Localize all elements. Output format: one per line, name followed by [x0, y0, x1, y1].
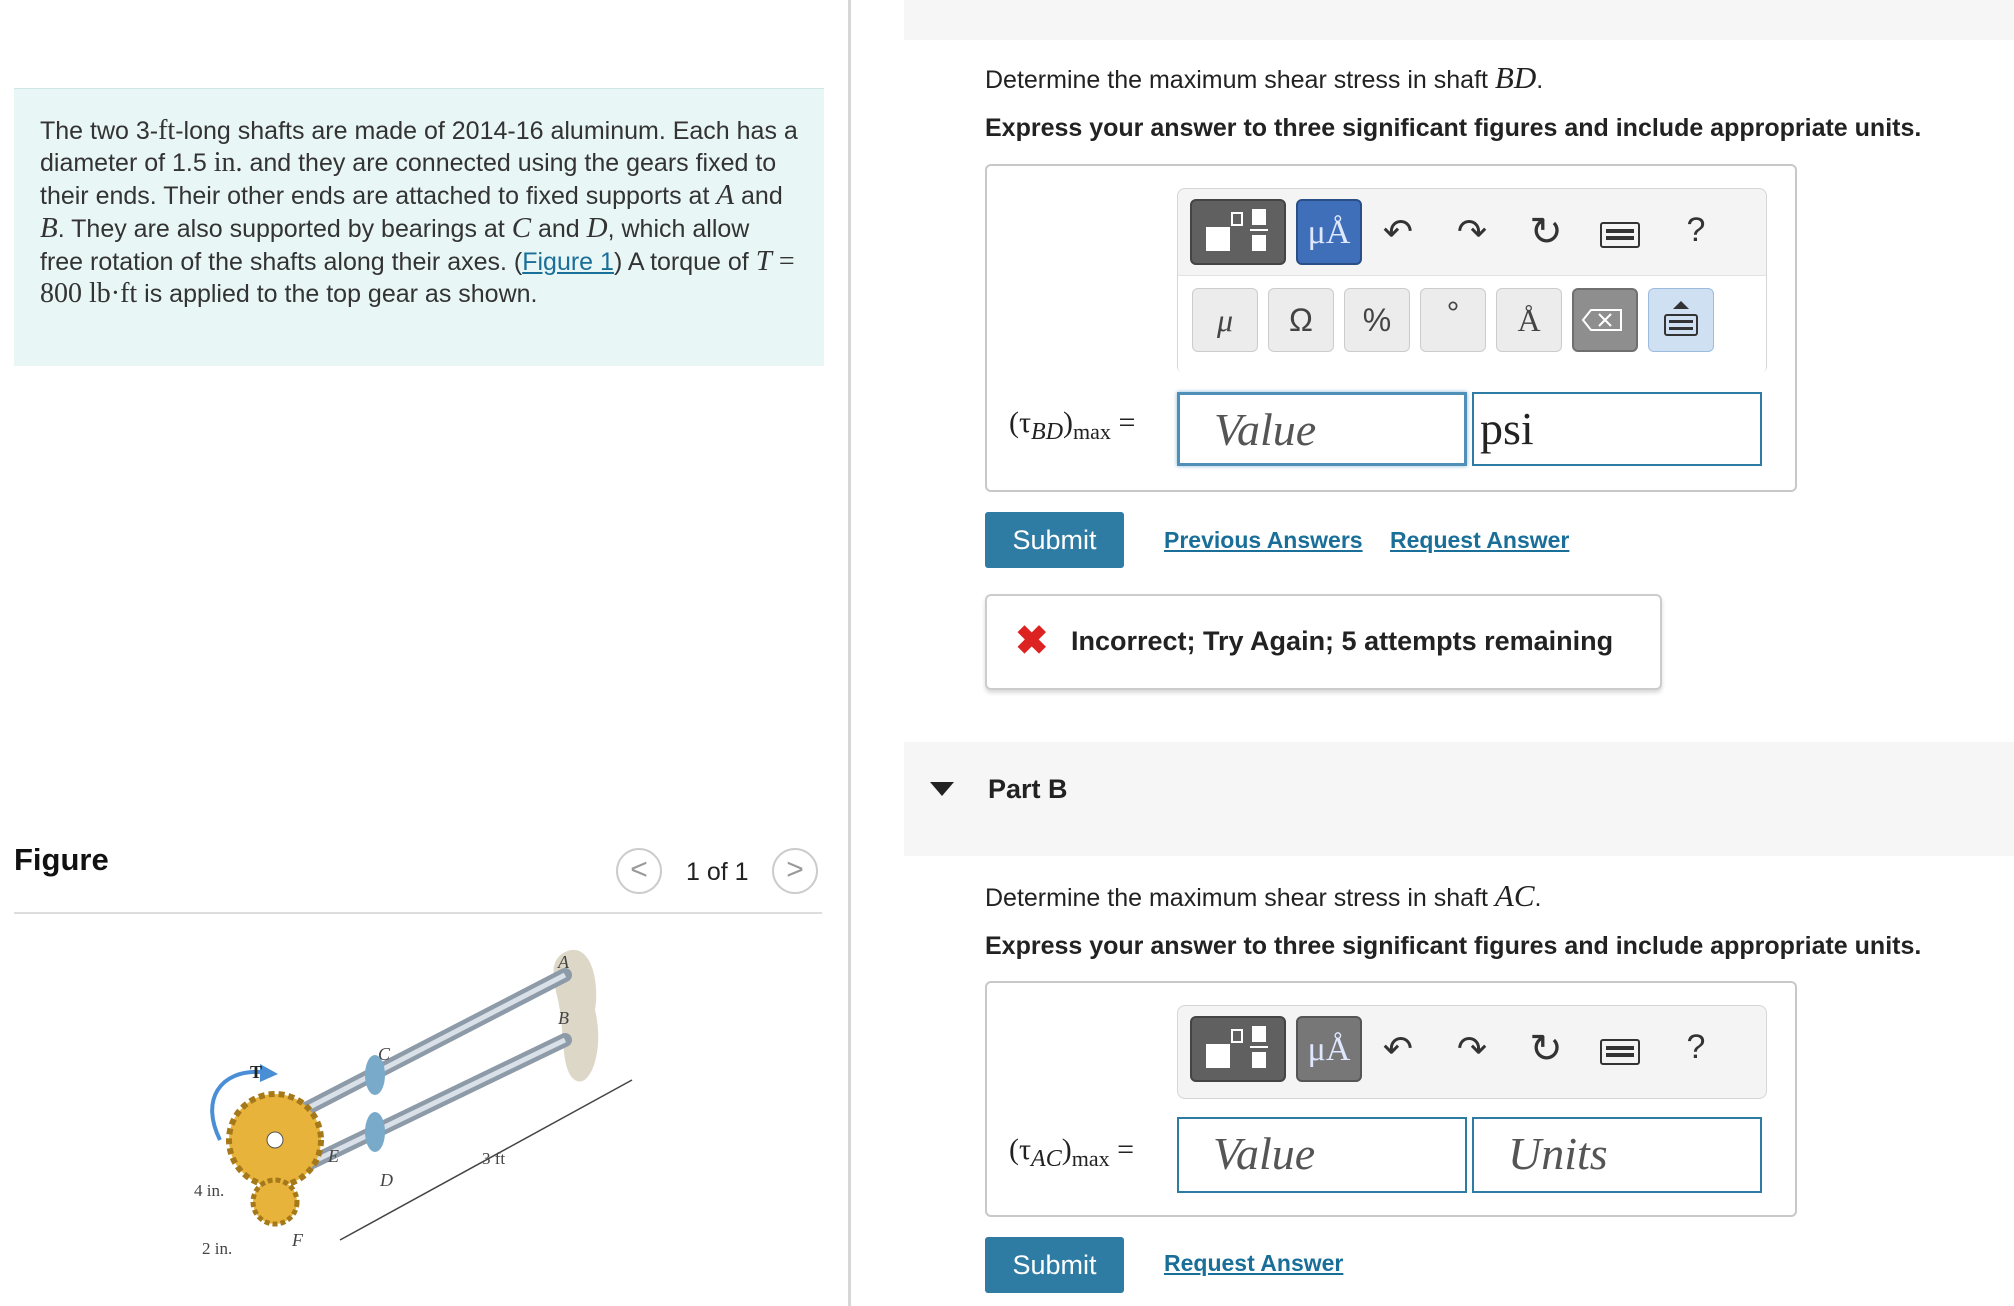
units-button[interactable]: μÅ — [1296, 1016, 1362, 1082]
angstrom-button[interactable]: Å — [1496, 288, 1562, 352]
feedback-box — [985, 594, 1662, 690]
reset-icon[interactable]: ↻ — [1529, 210, 1563, 254]
gear-small — [253, 1180, 297, 1224]
templates-button[interactable] — [1190, 199, 1286, 265]
question-text: . — [1534, 884, 1542, 912]
reset-icon[interactable]: ↻ — [1529, 1027, 1563, 1071]
omega-button[interactable]: Ω — [1268, 288, 1334, 352]
figure-title: Figure — [14, 842, 109, 877]
figure-image — [180, 940, 660, 1280]
part-a-value-input[interactable]: Value — [1177, 392, 1467, 466]
feedback-message: Incorrect; Try Again; 5 attempts remaining — [1071, 626, 1614, 656]
question-text: Determine the maximum shear stress in shaft — [985, 884, 1495, 912]
math-var: C — [511, 212, 532, 244]
gear-hub — [267, 1132, 283, 1148]
keyboard-icon[interactable] — [1598, 1032, 1642, 1074]
part-a-answer-box — [985, 164, 1797, 492]
problem-text: ft — [158, 115, 176, 146]
figure-next-button[interactable]: > — [772, 848, 818, 894]
math-var: A — [716, 179, 735, 211]
label-b: B — [558, 1008, 569, 1028]
part-b-request-answer-link[interactable]: Request Answer — [1164, 1250, 1344, 1276]
problem-text: The two 3- — [40, 117, 159, 145]
toolbar-symbols-row — [1178, 275, 1766, 375]
torque-arrowhead — [260, 1064, 278, 1082]
templates-icon — [1192, 201, 1284, 263]
keyboard-up-icon — [1651, 289, 1711, 349]
undo-icon[interactable]: ↶ — [1382, 211, 1414, 252]
label-paren: ) — [1061, 1133, 1072, 1166]
part-b-units-input[interactable]: Units — [1472, 1117, 1762, 1193]
part-b-submit-button[interactable]: Submit — [985, 1237, 1124, 1293]
help-button[interactable]: ? — [1686, 211, 1706, 249]
label-equals: = — [1110, 406, 1136, 439]
previous-answers-link[interactable]: Previous Answers — [1164, 527, 1363, 553]
backspace-button[interactable] — [1572, 288, 1638, 352]
bearing-d — [365, 1112, 385, 1152]
part-b-question — [985, 878, 1541, 914]
label-subscript: BD — [1031, 419, 1064, 445]
part-a-units-input[interactable]: psi — [1472, 392, 1762, 466]
problem-statement — [14, 88, 824, 366]
part-a-header-band — [904, 0, 2014, 40]
problem-text: , which allow free rotation of the shafts along their axes. ( — [40, 215, 750, 276]
error-x-icon: ✖ — [1015, 619, 1049, 663]
figure-count: 1 of 1 — [686, 858, 749, 886]
math-var: T — [755, 245, 772, 277]
problem-text: lb·ft — [89, 278, 138, 309]
figure-prev-button[interactable]: < — [616, 848, 662, 894]
undo-icon[interactable]: ↶ — [1382, 1028, 1414, 1069]
backspace-icon — [1575, 290, 1635, 350]
label-paren: ) — [1063, 406, 1074, 439]
label-max: max — [1071, 1146, 1110, 1171]
label-length: 3 ft — [482, 1149, 506, 1168]
part-b-header-band[interactable] — [904, 742, 2014, 856]
redo-icon[interactable]: ↷ — [1456, 1028, 1488, 1069]
left-panel — [0, 0, 850, 1306]
part-a-submit-button[interactable]: Submit — [985, 512, 1124, 568]
problem-text: is applied to the top gear as shown. — [137, 280, 538, 308]
redo-icon[interactable]: ↷ — [1456, 211, 1488, 252]
part-a-toolbar — [1177, 188, 1767, 374]
part-b-value-input[interactable]: Value — [1177, 1117, 1467, 1193]
percent-button[interactable]: % — [1344, 288, 1410, 352]
label-radius-large: 4 in. — [194, 1181, 225, 1200]
label-max: max — [1073, 419, 1111, 444]
column-divider — [848, 0, 851, 1306]
degree-button[interactable]: ° — [1420, 288, 1486, 352]
part-a-answer-label — [1009, 406, 1135, 446]
keyboard-icon[interactable] — [1598, 215, 1642, 257]
part-b-answer-box — [985, 981, 1797, 1217]
part-b-toolbar — [1177, 1005, 1767, 1099]
tau-symbol: (τ — [1009, 1133, 1032, 1166]
part-b-answer-label — [1009, 1133, 1134, 1173]
templates-button[interactable] — [1190, 1016, 1286, 1082]
mu-button[interactable]: μ — [1192, 288, 1258, 352]
label-c: C — [378, 1044, 391, 1064]
label-e: E — [328, 1146, 339, 1166]
shaft-var: BD — [1494, 60, 1537, 95]
figure-link[interactable]: Figure 1 — [522, 248, 614, 276]
help-button[interactable]: ? — [1686, 1028, 1706, 1066]
label-subscript: AC — [1031, 1146, 1062, 1172]
question-text: . — [1536, 66, 1544, 94]
part-a-question — [985, 60, 1543, 96]
label-f: F — [292, 1230, 303, 1250]
problem-text: and — [734, 182, 783, 210]
shaft-var: AC — [1494, 878, 1535, 913]
label-t: T — [250, 1062, 263, 1082]
problem-text: and — [531, 215, 587, 243]
label-d: D — [380, 1170, 393, 1190]
problem-text: = 800 — [40, 246, 795, 309]
label-a: A — [558, 952, 569, 972]
question-text: Determine the maximum shear stress in shaft — [985, 66, 1495, 94]
problem-text: -long shafts are made of 2014-16 aluminum. Each has a diameter of 1.5 — [40, 117, 798, 177]
part-b-instruction: Express your answer to three significant figures and include appropriate units. — [985, 932, 1922, 960]
part-a-request-answer-link[interactable]: Request Answer — [1390, 527, 1570, 553]
problem-text: ) A torque of — [613, 248, 756, 276]
keyboard-toggle-button[interactable] — [1648, 288, 1714, 352]
math-var: B — [40, 212, 58, 244]
math-var: D — [586, 212, 608, 244]
tau-symbol: (τ — [1009, 406, 1032, 439]
label-radius-small: 2 in. — [202, 1239, 233, 1258]
problem-text: . They are also supported by bearings at — [57, 215, 512, 243]
templates-icon — [1192, 1018, 1284, 1080]
part-a-instruction: Express your answer to three significant figures and include appropriate units. — [985, 114, 1922, 142]
units-button[interactable]: μÅ — [1296, 199, 1362, 265]
label-equals: = — [1109, 1133, 1135, 1166]
problem-text: and they are connected using the gears fixed to their ends. Their other ends are attached to fixed supports at — [40, 149, 777, 210]
problem-text: in. — [213, 147, 243, 178]
collapse-caret-icon[interactable] — [930, 782, 954, 796]
figure-divider — [14, 912, 822, 914]
part-b-label[interactable]: Part B — [988, 774, 1068, 804]
